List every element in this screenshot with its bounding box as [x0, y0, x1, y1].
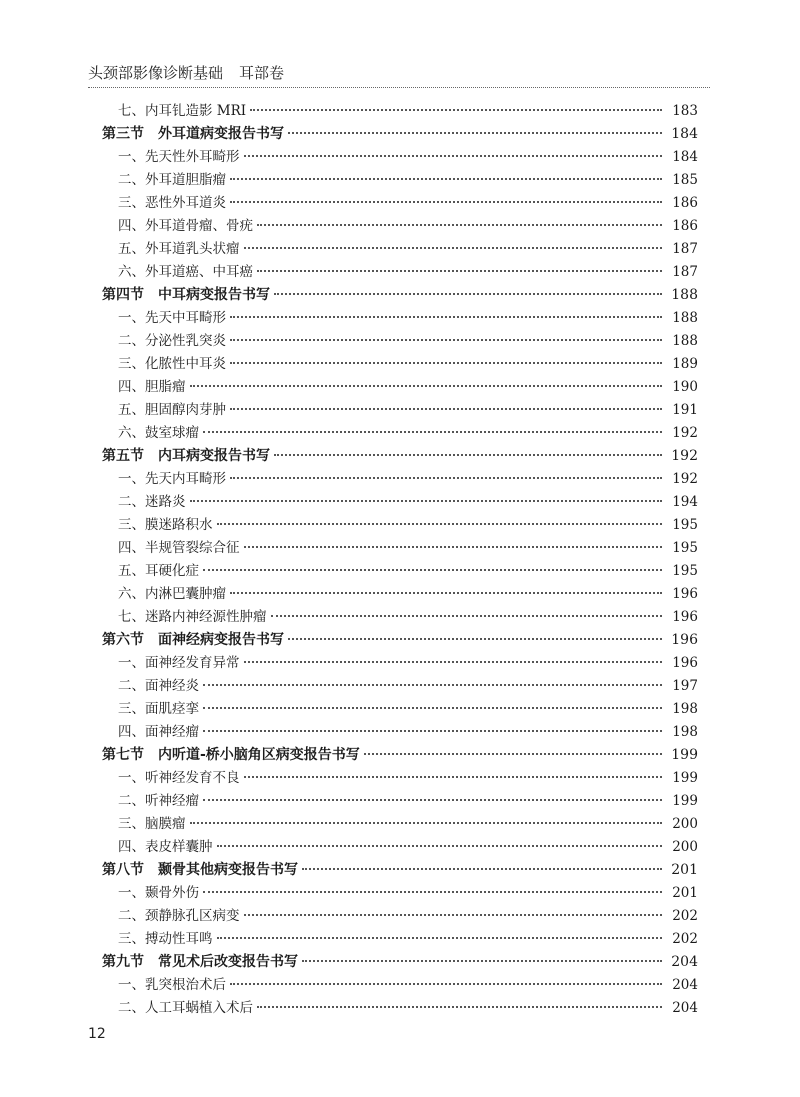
toc-subsection-entry — [102, 146, 698, 169]
toc-section-entry — [102, 629, 698, 652]
toc-subsection-entry — [102, 376, 698, 399]
toc-entry-title: 第八节 颞骨其他病变报告书写 — [102, 862, 298, 878]
dot-leader — [230, 178, 662, 180]
dot-leader — [190, 822, 663, 824]
dot-leader — [244, 546, 663, 548]
dot-leader — [274, 454, 662, 456]
toc-entry-title: 五、耳硬化症 — [118, 563, 199, 579]
dot-leader — [203, 730, 662, 732]
toc-entry-page: 198 — [672, 701, 698, 717]
toc-subsection-entry — [102, 307, 698, 330]
toc-entry-title: 二、分泌性乳突炎 — [118, 333, 226, 349]
toc-entry-page: 190 — [672, 379, 698, 395]
toc-subsection-entry — [102, 422, 698, 445]
toc-entry-title: 二、迷路炎 — [118, 494, 186, 510]
toc-entry-title: 六、鼓室球瘤 — [118, 425, 199, 441]
dot-leader — [257, 270, 662, 272]
toc-entry-title: 第五节 内耳病变报告书写 — [102, 448, 270, 464]
toc-entry-title: 四、表皮样囊肿 — [118, 839, 213, 855]
page-number: 12 — [88, 1026, 106, 1042]
toc-subsection-entry — [102, 468, 698, 491]
toc-entry-title: 一、先天内耳畸形 — [118, 471, 226, 487]
toc-entry-title: 二、颈静脉孔区病变 — [118, 908, 240, 924]
toc-entry-title: 四、面神经瘤 — [118, 724, 199, 740]
dot-leader — [190, 385, 663, 387]
toc-subsection-entry — [102, 353, 698, 376]
dot-leader — [203, 707, 662, 709]
dot-leader — [250, 109, 662, 111]
toc-entry-title: 二、听神经瘤 — [118, 793, 199, 809]
toc-entry-title: 三、膜迷路积水 — [118, 517, 213, 533]
toc-entry-title: 第九节 常见术后改变报告书写 — [102, 954, 298, 970]
toc-entry-page: 202 — [672, 908, 698, 924]
toc-entry-title: 七、迷路内神经源性肿瘤 — [118, 609, 267, 625]
toc-entry-page: 196 — [672, 609, 698, 625]
toc-subsection-entry — [102, 514, 698, 537]
toc-entry-page: 188 — [672, 310, 698, 326]
toc-entry-page: 200 — [672, 816, 698, 832]
toc-entry-page: 195 — [672, 517, 698, 533]
toc-entry-title: 一、面神经发育异常 — [118, 655, 240, 671]
toc-entry-page: 195 — [672, 563, 698, 579]
toc-subsection-entry — [102, 261, 698, 284]
dot-leader — [257, 224, 662, 226]
table-of-contents — [102, 100, 698, 1020]
dot-leader — [230, 477, 662, 479]
toc-entry-page: 187 — [672, 241, 698, 257]
toc-subsection-entry — [102, 882, 698, 905]
toc-subsection-entry — [102, 606, 698, 629]
toc-entry-title: 二、外耳道胆脂瘤 — [118, 172, 226, 188]
toc-entry-page: 184 — [671, 126, 698, 142]
toc-entry-title: 第三节 外耳道病变报告书写 — [102, 126, 284, 142]
toc-subsection-entry — [102, 491, 698, 514]
toc-entry-title: 五、外耳道乳头状瘤 — [118, 241, 240, 257]
dot-leader — [244, 914, 663, 916]
dot-leader — [364, 753, 662, 755]
dot-leader — [271, 615, 663, 617]
dot-leader — [230, 339, 662, 341]
dot-leader — [244, 155, 663, 157]
toc-entry-page: 204 — [671, 954, 698, 970]
toc-entry-title: 四、外耳道骨瘤、骨疣 — [118, 218, 253, 234]
toc-entry-title: 六、外耳道癌、中耳癌 — [118, 264, 253, 280]
dot-leader — [230, 201, 662, 203]
toc-entry-title: 三、化脓性中耳炎 — [118, 356, 226, 372]
toc-entry-page: 196 — [672, 586, 698, 602]
toc-entry-title: 第六节 面神经病变报告书写 — [102, 632, 284, 648]
dot-leader — [217, 937, 663, 939]
dot-leader — [230, 362, 662, 364]
toc-section-entry — [102, 445, 698, 468]
toc-entry-page: 196 — [671, 632, 698, 648]
toc-entry-page: 199 — [672, 770, 698, 786]
toc-entry-title: 第四节 中耳病变报告书写 — [102, 287, 270, 303]
toc-entry-page: 191 — [672, 402, 698, 418]
toc-subsection-entry — [102, 813, 698, 836]
dot-leader — [288, 132, 662, 134]
toc-section-entry — [102, 284, 698, 307]
toc-subsection-entry — [102, 537, 698, 560]
toc-subsection-entry — [102, 192, 698, 215]
toc-entry-title: 一、听神经发育不良 — [118, 770, 240, 786]
toc-entry-page: 195 — [672, 540, 698, 556]
toc-entry-title: 一、先天中耳畸形 — [118, 310, 226, 326]
toc-entry-page: 192 — [672, 425, 698, 441]
toc-entry-page: 202 — [672, 931, 698, 947]
toc-subsection-entry — [102, 928, 698, 951]
toc-subsection-entry — [102, 767, 698, 790]
toc-subsection-entry — [102, 560, 698, 583]
toc-entry-title: 六、内淋巴囊肿瘤 — [118, 586, 226, 602]
toc-entry-page: 188 — [671, 287, 698, 303]
toc-entry-page: 201 — [672, 885, 698, 901]
toc-entry-page: 185 — [672, 172, 698, 188]
toc-entry-page: 192 — [671, 448, 698, 464]
toc-entry-title: 三、脑膜瘤 — [118, 816, 186, 832]
toc-entry-page: 184 — [672, 149, 698, 165]
toc-entry-title: 五、胆固醇肉芽肿 — [118, 402, 226, 418]
toc-subsection-entry — [102, 399, 698, 422]
toc-section-entry — [102, 744, 698, 767]
toc-section-entry — [102, 859, 698, 882]
dot-leader — [203, 431, 662, 433]
toc-section-entry — [102, 951, 698, 974]
toc-entry-page: 192 — [672, 471, 698, 487]
toc-entry-page: 198 — [672, 724, 698, 740]
dot-leader — [302, 960, 662, 962]
dot-leader — [203, 569, 662, 571]
dot-leader — [203, 684, 662, 686]
dot-leader — [244, 247, 663, 249]
toc-entry-page: 186 — [672, 195, 698, 211]
toc-subsection-entry — [102, 836, 698, 859]
toc-subsection-entry — [102, 583, 698, 606]
toc-subsection-entry — [102, 652, 698, 675]
toc-entry-page: 194 — [672, 494, 698, 510]
toc-entry-title: 第七节 内听道-桥小脑角区病变报告书写 — [102, 747, 360, 763]
toc-entry-page: 186 — [672, 218, 698, 234]
dot-leader — [244, 776, 663, 778]
toc-subsection-entry — [102, 169, 698, 192]
toc-subsection-entry — [102, 790, 698, 813]
toc-entry-title: 一、颞骨外伤 — [118, 885, 199, 901]
toc-entry-title: 三、面肌痉挛 — [118, 701, 199, 717]
toc-entry-page: 201 — [671, 862, 698, 878]
dot-leader — [217, 523, 663, 525]
volume-title: 耳部卷 — [239, 64, 285, 82]
toc-subsection-entry — [102, 215, 698, 238]
dot-leader — [230, 316, 662, 318]
toc-subsection-entry — [102, 997, 698, 1020]
dot-leader — [203, 891, 662, 893]
toc-entry-title: 七、内耳钆造影 MRI — [118, 103, 247, 119]
toc-section-entry — [102, 123, 698, 146]
toc-entry-title: 三、搏动性耳鸣 — [118, 931, 213, 947]
toc-entry-page: 189 — [672, 356, 698, 372]
running-header — [88, 61, 710, 88]
toc-entry-page: 183 — [672, 103, 698, 119]
dot-leader — [257, 1006, 662, 1008]
toc-entry-title: 三、恶性外耳道炎 — [118, 195, 226, 211]
toc-entry-title: 一、乳突根治术后 — [118, 977, 226, 993]
toc-entry-page: 199 — [671, 747, 698, 763]
dot-leader — [203, 799, 662, 801]
toc-subsection-entry — [102, 698, 698, 721]
toc-entry-title: 一、先天性外耳畸形 — [118, 149, 240, 165]
toc-subsection-entry — [102, 100, 698, 123]
toc-subsection-entry — [102, 238, 698, 261]
toc-entry-page: 204 — [672, 1000, 698, 1016]
toc-entry-page: 188 — [672, 333, 698, 349]
toc-subsection-entry — [102, 974, 698, 997]
toc-entry-page: 197 — [672, 678, 698, 694]
dot-leader — [288, 638, 662, 640]
toc-entry-page: 199 — [672, 793, 698, 809]
toc-subsection-entry — [102, 675, 698, 698]
dot-leader — [230, 408, 662, 410]
toc-entry-page: 196 — [672, 655, 698, 671]
toc-entry-title: 四、半规管裂综合征 — [118, 540, 240, 556]
dot-leader — [217, 845, 663, 847]
toc-entry-page: 200 — [672, 839, 698, 855]
dot-leader — [190, 500, 663, 502]
toc-subsection-entry — [102, 330, 698, 353]
dot-leader — [274, 293, 662, 295]
toc-entry-title: 二、面神经炎 — [118, 678, 199, 694]
dot-leader — [244, 661, 663, 663]
toc-entry-page: 187 — [672, 264, 698, 280]
toc-subsection-entry — [102, 905, 698, 928]
dot-leader — [302, 868, 662, 870]
book-title: 头颈部影像诊断基础 — [88, 64, 224, 82]
toc-entry-page: 204 — [672, 977, 698, 993]
dot-leader — [230, 983, 662, 985]
toc-subsection-entry — [102, 721, 698, 744]
dot-leader — [230, 592, 662, 594]
toc-entry-title: 二、人工耳蜗植入术后 — [118, 1000, 253, 1016]
toc-entry-title: 四、胆脂瘤 — [118, 379, 186, 395]
